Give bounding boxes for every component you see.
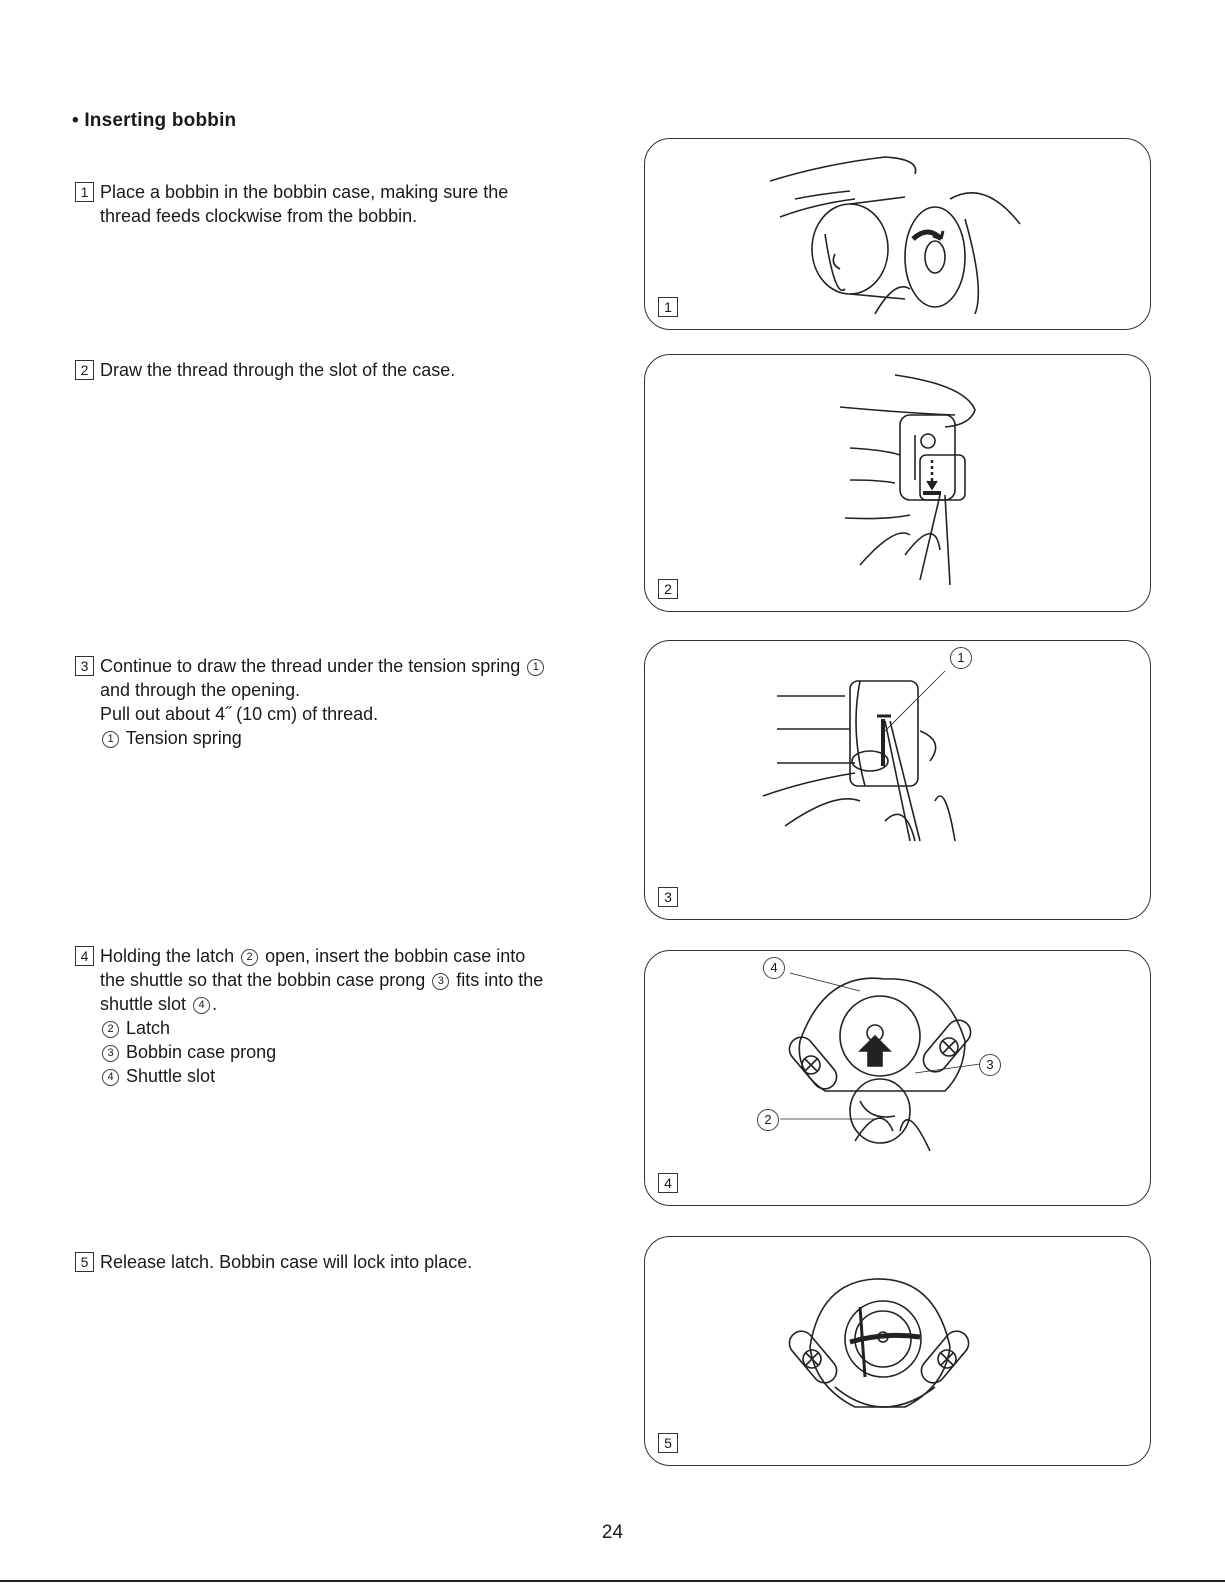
step-number-box: 5 bbox=[75, 1252, 94, 1272]
illustration-panel-3 bbox=[644, 640, 1151, 920]
step-3-text bbox=[75, 654, 615, 750]
page-number: 24 bbox=[601, 1522, 624, 1543]
tension-spring-illustration bbox=[645, 641, 1151, 920]
ref-marker: 2 bbox=[241, 949, 258, 966]
step-1-line-1: Place a bobbin in the bobbin case, making sure the bbox=[100, 182, 509, 202]
step-number-box: 4 bbox=[75, 946, 94, 966]
panel-number-box: 2 bbox=[658, 579, 678, 599]
step-number-box: 2 bbox=[75, 360, 94, 380]
illustration-panel-1 bbox=[644, 138, 1151, 330]
callout-marker: 3 bbox=[979, 1054, 1001, 1076]
step-4-line-2a: the shuttle so that the bobbin case prong bbox=[100, 970, 426, 990]
bottom-rule bbox=[0, 1580, 1225, 1582]
bobbin-locked-illustration bbox=[645, 1237, 1151, 1466]
legend-label-tension-spring: Tension spring bbox=[125, 728, 242, 748]
step-4-line-2b: fits into the bbox=[456, 970, 544, 990]
legend-ref-marker: 4 bbox=[102, 1069, 119, 1086]
legend-ref-marker: 3 bbox=[102, 1045, 119, 1062]
step-4-text bbox=[75, 944, 615, 1088]
panel-number-box: 4 bbox=[658, 1173, 678, 1193]
step-1-text bbox=[75, 180, 615, 228]
step-1-line-2: thread feeds clockwise from the bobbin. bbox=[100, 206, 418, 226]
step-3-line-1: Continue to draw the thread under the tension spring bbox=[100, 656, 521, 676]
thread-through-slot-illustration bbox=[645, 355, 1151, 612]
legend-label-latch: Latch bbox=[126, 1018, 171, 1038]
illustration-panel-2 bbox=[644, 354, 1151, 612]
step-5-line-1: Release latch. Bobbin case will lock into place. bbox=[100, 1252, 473, 1272]
step-2-text bbox=[75, 358, 615, 382]
ref-marker: 4 bbox=[193, 997, 210, 1014]
illustration-panel-5 bbox=[644, 1236, 1151, 1466]
step-5-text bbox=[75, 1250, 615, 1274]
section-heading: • Inserting bobbin bbox=[72, 110, 237, 131]
step-3-line-3: Pull out about 4˝ (10 cm) of thread. bbox=[100, 704, 379, 724]
panel-number-box: 3 bbox=[658, 887, 678, 907]
callout-marker: 2 bbox=[757, 1109, 779, 1131]
callout-marker: 4 bbox=[763, 957, 785, 979]
ref-marker: 1 bbox=[527, 659, 544, 676]
panel-number-box: 1 bbox=[658, 297, 678, 317]
step-number-box: 3 bbox=[75, 656, 94, 676]
step-4-line-1a: Holding the latch bbox=[100, 946, 235, 966]
legend-ref-marker: 1 bbox=[102, 731, 119, 748]
step-number-box: 1 bbox=[75, 182, 94, 202]
ref-marker: 3 bbox=[432, 973, 449, 990]
step-3-line-2: and through the opening. bbox=[100, 680, 301, 700]
step-4-line-1b: open, insert the bobbin case into bbox=[265, 946, 526, 966]
bobbin-in-case-illustration bbox=[645, 139, 1151, 330]
step-4-line-3a: shuttle slot bbox=[100, 994, 187, 1014]
legend-ref-marker: 2 bbox=[102, 1021, 119, 1038]
panel-number-box: 5 bbox=[658, 1433, 678, 1453]
legend-label-bobbin-case-prong: Bobbin case prong bbox=[126, 1042, 277, 1062]
callout-marker: 1 bbox=[950, 647, 972, 669]
step-4-line-3b: . bbox=[212, 994, 218, 1014]
legend-label-shuttle-slot: Shuttle slot bbox=[126, 1066, 216, 1086]
illustration-panel-4 bbox=[644, 950, 1151, 1206]
shuttle-insert-illustration bbox=[645, 951, 1151, 1206]
step-2-line-1: Draw the thread through the slot of the case. bbox=[100, 360, 456, 380]
